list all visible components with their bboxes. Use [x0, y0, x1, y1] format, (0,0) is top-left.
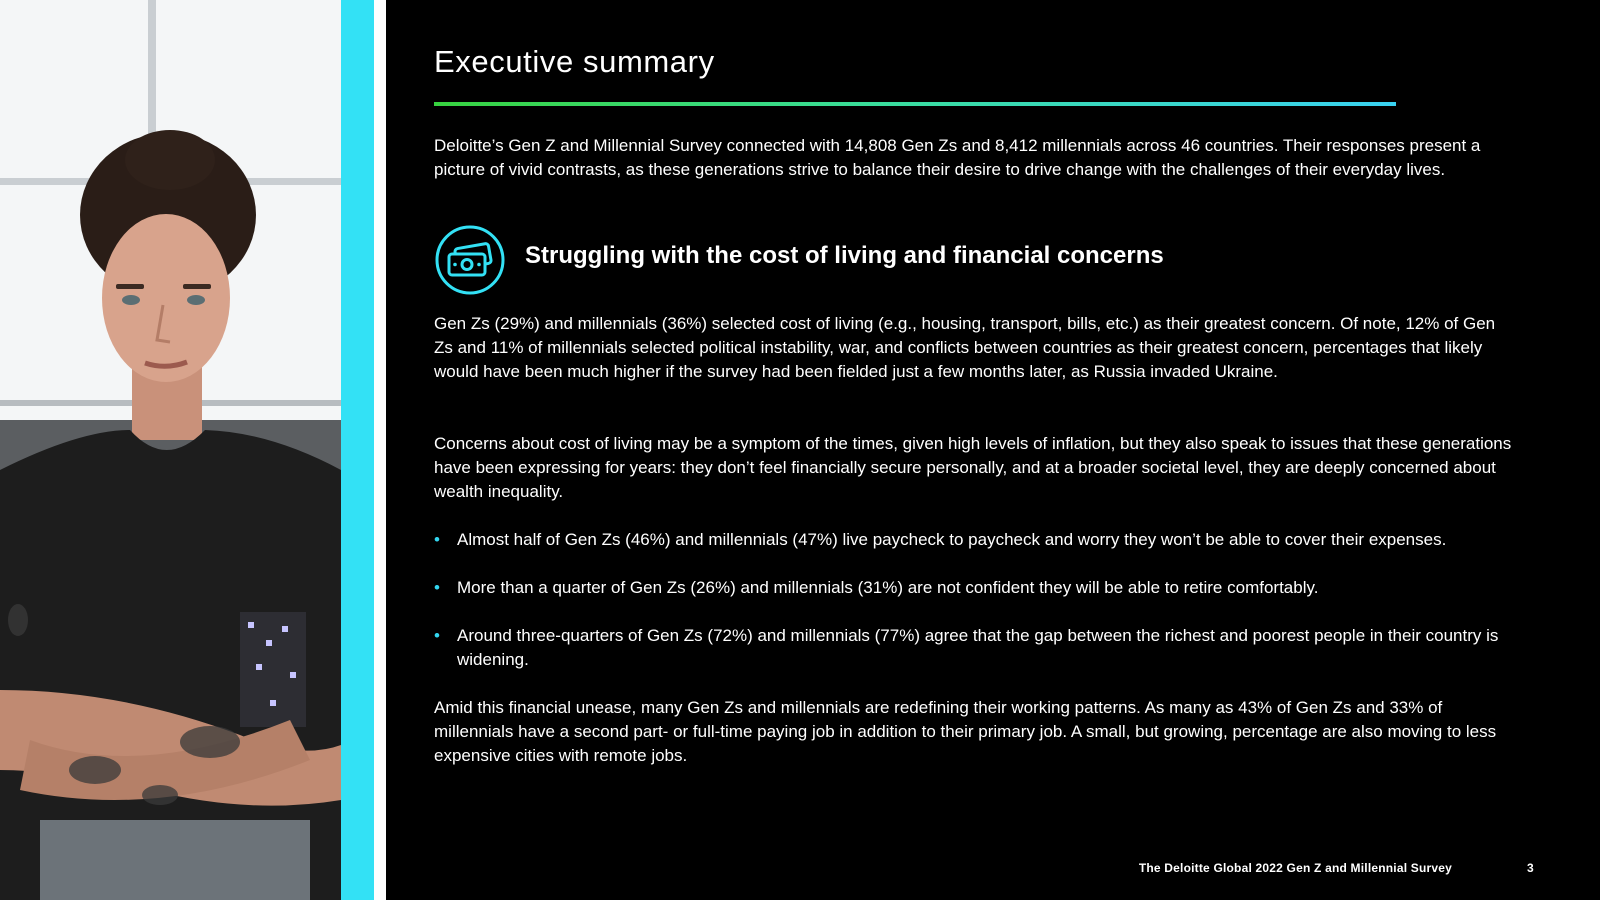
- cyan-accent-stripe: [341, 0, 374, 900]
- bullet-icon: •: [434, 530, 440, 549]
- footer-report-name: The Deloitte Global 2022 Gen Z and Millennial Survey: [1138, 861, 1452, 875]
- bullet-text: Around three-quarters of Gen Zs (72%) and millennials (77%) agree that the gap between the richest and poorest people in their country is widening.: [457, 626, 1499, 669]
- list-item: [434, 624, 1524, 672]
- intro-paragraph: Deloitte’s Gen Z and Millennial Survey connected with 14,808 Gen Zs and 8,412 millennials across 46 countries. Their responses present a picture of vivid contrasts, as these generations strive to balance their desire to drive change with the challenges of their everyday lives.: [434, 136, 1481, 179]
- page-number: 3: [1527, 861, 1534, 875]
- list-item: [434, 576, 1524, 600]
- white-divider-stripe: [374, 0, 386, 900]
- bullet-icon: •: [434, 626, 440, 645]
- working-patterns-paragraph: Amid this financial unease, many Gen Zs and millennials are redefining their working patterns. As many as 43% of Gen Zs and 33% of millennials have a second part- or full-time paying job in addition to their primary job. A small, but growing, percentage are also moving to less expensive cities with remote jobs.: [434, 698, 1497, 765]
- bullet-list: [434, 528, 1524, 696]
- page-title: Executive summary: [434, 44, 715, 79]
- list-item: [434, 528, 1524, 552]
- bullet-text: More than a quarter of Gen Zs (26%) and millennials (31%) are not confident they will be able to retire comfortably.: [457, 578, 1319, 597]
- section-heading: Struggling with the cost of living and financial concerns: [525, 242, 1164, 269]
- money-icon: [434, 224, 506, 296]
- bullet-text: Almost half of Gen Zs (46%) and millennials (47%) live paycheck to paycheck and worry they won’t be able to cover their expenses.: [457, 530, 1447, 549]
- inequality-paragraph: Concerns about cost of living may be a symptom of the times, given high levels of inflation, but they also speak to issues that these generations have been expressing for years: they don’t feel financially secure personally, and at a broader societal level, they are deeply concerned about wealth inequality.: [434, 434, 1512, 501]
- title-gradient-rule: [434, 102, 1396, 106]
- cost-of-living-paragraph: Gen Zs (29%) and millennials (36%) selected cost of living (e.g., housing, transport, bills, etc.) as their greatest concern. Of note, 12% of Gen Zs and 11% of millennials selected political instability, war, and conflicts between countries as their greatest concern, percentages that likely would have been much higher if the survey had been fielded just a few months later, as Russia invaded Ukraine.: [434, 314, 1496, 381]
- bullet-icon: •: [434, 578, 440, 597]
- portrait-photo: [0, 0, 341, 900]
